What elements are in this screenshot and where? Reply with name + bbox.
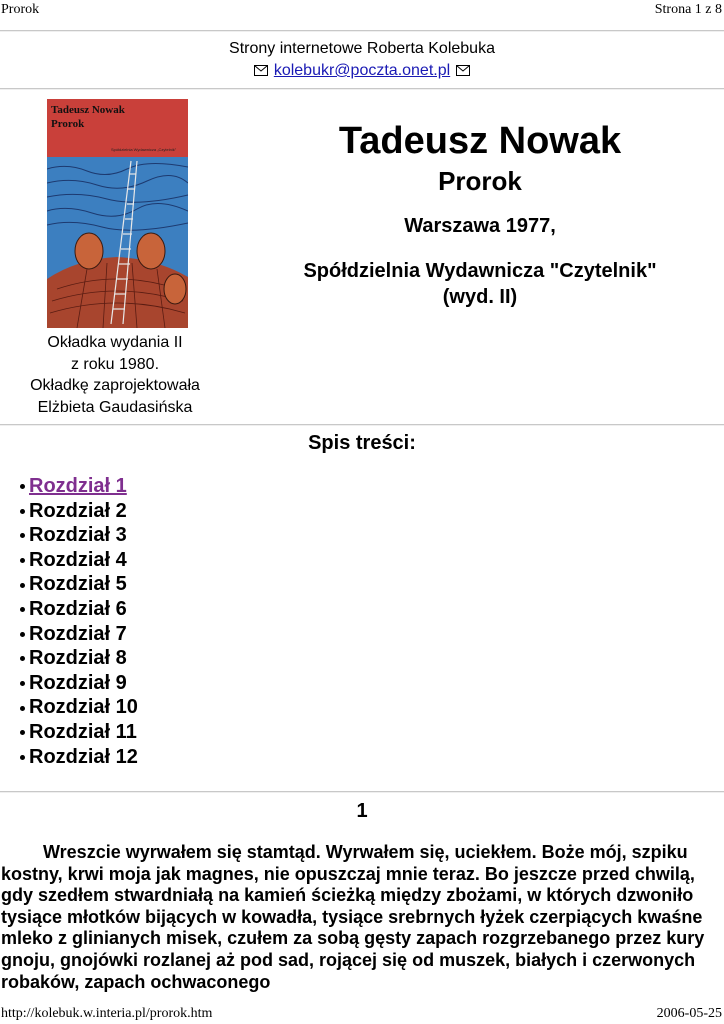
toc-link[interactable]: Rozdział 12: [29, 745, 138, 768]
bullet-icon: [20, 656, 25, 661]
toc-link[interactable]: Rozdział 6: [29, 597, 127, 620]
book-cover-image: [47, 99, 188, 328]
bullet-icon: [20, 681, 25, 686]
bullet-icon: [20, 583, 25, 588]
bullet-icon: [20, 706, 25, 711]
bullet-icon: [20, 533, 25, 538]
toc-link[interactable]: Rozdział 2: [29, 499, 127, 522]
envelope-icon: [456, 63, 470, 81]
print-header-title: Prorok: [1, 2, 40, 17]
book-author: Tadeusz Nowak: [338, 120, 622, 162]
toc-item: [14, 597, 138, 622]
publisher-name: Spółdzielnia Wydawnicza "Czytelnik": [303, 260, 657, 282]
divider: [0, 424, 724, 426]
toc-item: [14, 499, 138, 524]
print-header-page: Strona 1 z 8: [654, 2, 722, 17]
caption-line: z roku 1980.: [70, 355, 160, 373]
caption-line: Elżbieta Gaudasińska: [37, 398, 193, 416]
bullet-icon: [20, 607, 25, 612]
toc-item: [14, 572, 138, 597]
cover-author: Tadeusz Nowak: [51, 104, 125, 116]
email-link[interactable]: kolebukr@poczta.onet.pl: [273, 62, 451, 79]
book-title: Prorok: [438, 166, 522, 196]
toc-item: [14, 474, 138, 499]
print-header: [0, 0, 724, 20]
cover-publisher: Spółdzielnia Wydawnicza „Czytelnik”: [111, 147, 177, 152]
print-footer: [0, 1002, 724, 1024]
toc-link[interactable]: Rozdział 7: [29, 622, 127, 645]
toc-item: [14, 523, 138, 548]
caption-line: Okładka wydania II: [47, 334, 183, 351]
divider: [0, 30, 724, 32]
book-place-year: Warszawa 1977,: [404, 215, 556, 237]
chapter-number: 1: [356, 800, 368, 822]
toc-item: [14, 671, 138, 696]
toc-item: [14, 646, 138, 671]
bullet-icon: [20, 730, 25, 735]
toc-link[interactable]: Rozdział 1: [29, 475, 127, 497]
toc-item: [14, 695, 138, 720]
email-line: [0, 62, 724, 81]
envelope-icon: [254, 63, 268, 81]
edition-label: (wyd. II): [442, 286, 518, 308]
table-of-contents: [14, 474, 138, 769]
chapter-text: Wreszcie wyrwałem się stamtąd. Wyrwałem się, uciekłem. Boże mój, szpiku kostny, krwi moja jak magnes, nie opuszczaj mnie teraz. Bo jeszcze przed chwilą, gdy szedłem stwardniałą na kamień ścieżką między zbożami, w których dzwoniło tysiące młotków bijących w kowadła, tysiące srebrnych łyżek czerpiących kwaśne mleko z glinianych misek, czułem za sobą gęsty zapach rozgrzebanego przez kury gnoju, gnojówki rozlanej aż pod sad, rojącej się od muszek, białych i czerwonych robaków, zapach ochwaconego: [1, 842, 705, 992]
toc-item: [14, 720, 138, 745]
toc-item: [14, 745, 138, 770]
print-footer-date: 2006-05-25: [656, 1006, 722, 1021]
print-footer-url: http://kolebuk.w.interia.pl/prorok.htm: [1, 1006, 213, 1021]
cover-caption: [10, 332, 220, 418]
cover-title: Prorok: [51, 118, 85, 130]
divider: [0, 791, 724, 793]
toc-link[interactable]: Rozdział 4: [29, 548, 127, 571]
toc-item: [14, 622, 138, 647]
bullet-icon: [20, 755, 25, 760]
toc-link[interactable]: Rozdział 3: [29, 524, 127, 547]
site-heading: Strony internetowe Roberta Kolebuka: [229, 40, 495, 57]
toc-link[interactable]: Rozdział 11: [29, 720, 137, 743]
divider: [0, 88, 724, 90]
toc-link[interactable]: Rozdział 10: [29, 696, 138, 719]
toc-title: Spis treści:: [308, 432, 416, 454]
toc-link[interactable]: Rozdział 8: [29, 647, 127, 670]
toc-link[interactable]: Rozdział 9: [29, 671, 127, 694]
caption-line: Okładkę zaprojektowała: [30, 377, 200, 394]
bullet-icon: [20, 484, 25, 489]
toc-item: [14, 548, 138, 573]
bullet-icon: [20, 632, 25, 637]
bullet-icon: [20, 509, 25, 514]
bullet-icon: [20, 558, 25, 563]
toc-link[interactable]: Rozdział 5: [29, 573, 127, 596]
book-publisher: [236, 258, 724, 310]
